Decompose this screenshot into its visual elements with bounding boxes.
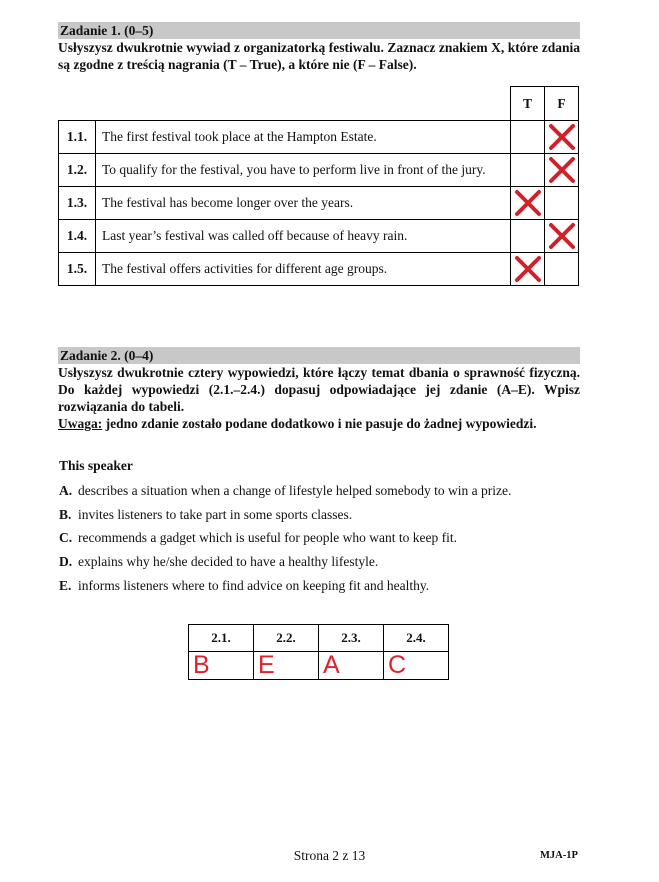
option-letter: B. <box>59 507 72 522</box>
true-false-table <box>58 86 579 286</box>
task2-instruction <box>58 364 580 432</box>
column-true-header: T <box>511 87 545 121</box>
true-checkbox[interactable] <box>511 253 545 286</box>
answer-table <box>188 624 449 680</box>
false-checkbox[interactable] <box>545 220 579 253</box>
option-letter: E. <box>59 578 72 593</box>
row-statement: The festival has become longer over the years. <box>96 187 511 220</box>
false-checkbox[interactable] <box>545 154 579 187</box>
option-text: informs listeners where to find advice on keeping fit and healthy. <box>78 578 430 593</box>
row-number: 1.2. <box>59 154 96 187</box>
task1-header: Zadanie 1. (0–5) <box>58 22 580 39</box>
row-number: 1.1. <box>59 121 96 154</box>
table-row <box>59 187 579 220</box>
row-statement: Last year’s festival was called off because of heavy rain. <box>96 220 511 253</box>
task2-instruction-text: Usłyszysz dwukrotnie cztery wypowiedzi, które łączy temat dbania o sprawność fizyczną. Do każdej wypowiedzi (2.1.–2.4.) dopasuj odpowiadające jej zdanie (A–E). Wpisz rozwiązania do tabeli. <box>58 365 580 414</box>
task2-header: Zadanie 2. (0–4) <box>58 347 580 364</box>
false-checkbox[interactable] <box>545 253 579 286</box>
table-row <box>59 154 579 187</box>
true-checkbox[interactable] <box>511 154 545 187</box>
false-checkbox[interactable] <box>545 121 579 154</box>
table-row <box>59 253 579 286</box>
option-text: describes a situation when a change of lifestyle helped somebody to win a prize. <box>78 483 512 498</box>
page-number: Strona 2 z 13 <box>293 848 366 863</box>
row-statement: The first festival took place at the Hampton Estate. <box>96 121 511 154</box>
option-d <box>59 554 378 570</box>
true-checkbox[interactable] <box>511 220 545 253</box>
x-mark-icon <box>548 123 576 151</box>
task1-instruction: Usłyszysz dwukrotnie wywiad z organizatorką festiwalu. Zaznacz znakiem X, które zdania są zgodne z treścią nagrania (T – True), a które nie (F – False). <box>58 40 580 72</box>
option-text: invites listeners to take part in some sports classes. <box>78 507 353 522</box>
column-false-header: F <box>545 87 579 121</box>
true-checkbox[interactable] <box>511 187 545 220</box>
answer-cell[interactable]: B <box>189 652 254 680</box>
option-c <box>59 530 457 546</box>
answer-cell[interactable]: E <box>254 652 319 680</box>
note-text: jedno zdanie zostało podane dodatkowo i nie pasuje do żadnej wypowiedzi. <box>102 416 537 431</box>
x-mark-icon <box>548 156 576 184</box>
answer-header: 2.1. <box>189 625 254 652</box>
row-statement: The festival offers activities for different age groups. <box>96 253 511 286</box>
option-b <box>59 507 352 523</box>
row-number: 1.5. <box>59 253 96 286</box>
exam-code: MJA-1P <box>540 850 578 861</box>
answer-header: 2.2. <box>254 625 319 652</box>
option-a <box>59 483 511 499</box>
table-row <box>59 220 579 253</box>
option-letter: D. <box>59 554 73 569</box>
answer-cell[interactable]: C <box>384 652 449 680</box>
answer-cell[interactable]: A <box>319 652 384 680</box>
option-text: explains why he/she decided to have a healthy lifestyle. <box>78 554 379 569</box>
answer-header: 2.4. <box>384 625 449 652</box>
speaker-title: This speaker <box>59 458 133 473</box>
false-checkbox[interactable] <box>545 187 579 220</box>
x-mark-icon <box>514 189 542 217</box>
table-row <box>59 121 579 154</box>
option-letter: A. <box>59 483 73 498</box>
note-label: Uwaga: <box>58 416 103 431</box>
x-mark-icon <box>514 255 542 283</box>
option-text: recommends a gadget which is useful for people who want to keep fit. <box>78 530 458 545</box>
row-statement: To qualify for the festival, you have to perform live in front of the jury. <box>96 154 511 187</box>
row-number: 1.4. <box>59 220 96 253</box>
x-mark-icon <box>548 222 576 250</box>
option-letter: C. <box>59 530 73 545</box>
option-e <box>59 578 429 594</box>
row-number: 1.3. <box>59 187 96 220</box>
answer-header: 2.3. <box>319 625 384 652</box>
true-checkbox[interactable] <box>511 121 545 154</box>
